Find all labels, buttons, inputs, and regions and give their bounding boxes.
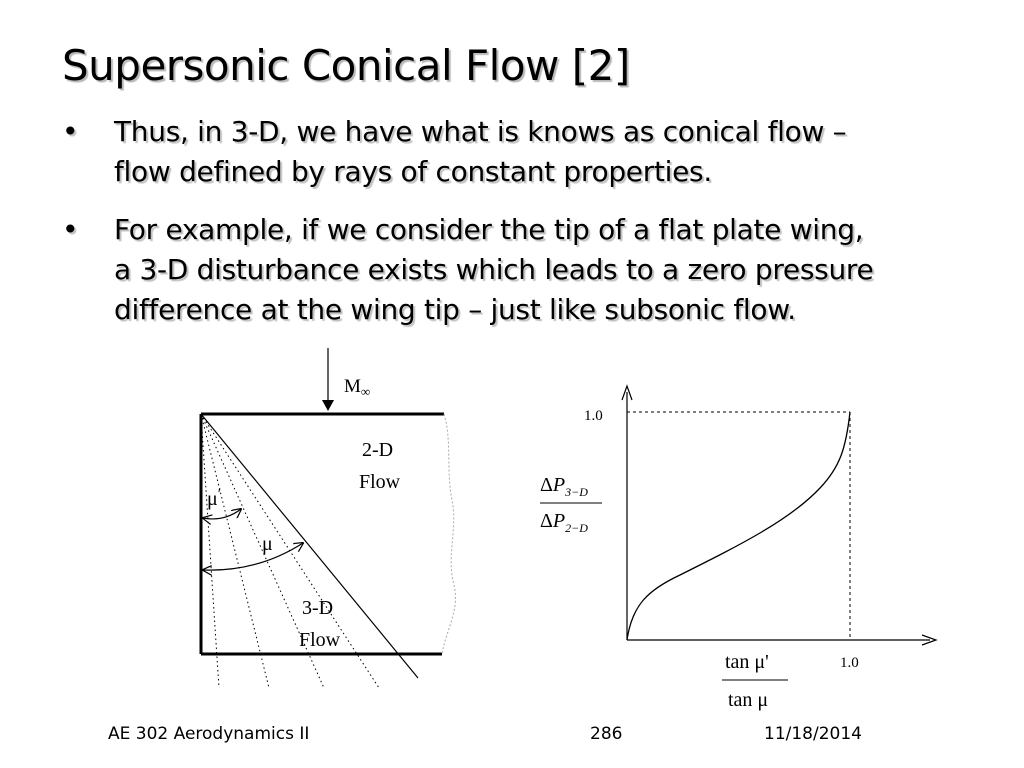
y-axis-label	[540, 474, 602, 535]
x-label-denominator: tan μ	[728, 689, 769, 711]
region-3d-line2: Flow	[299, 629, 341, 651]
pressure-ratio-curve	[627, 412, 850, 640]
region-2d-line1: 2-D	[362, 439, 394, 461]
bullet-line: Thus, in 3-D, we have what is knows as conical flow –	[114, 115, 847, 148]
mu-prime-label: μ′	[207, 486, 222, 510]
y-label-denominator: $\Delta P_{2-D}$	[540, 510, 588, 535]
region-2d-line2: Flow	[359, 471, 401, 493]
footer-date: 11/18/2014	[764, 724, 862, 744]
x-tick-label: 1.0	[840, 655, 859, 671]
bullet-line: For example, if we consider the tip of a flat plate wing,	[114, 213, 864, 246]
freestream-label: $M_\infty$	[344, 376, 371, 399]
mu-label: μ	[262, 533, 273, 555]
footer-page-number: 286	[590, 724, 623, 744]
footer-course: AE 302 Aerodynamics II	[108, 724, 310, 744]
x-axis-label	[722, 651, 788, 711]
bullet-marker: •	[62, 213, 79, 246]
region-3d-line1: 3-D	[302, 597, 334, 619]
bullet-line: flow defined by rays of constant properties.	[114, 155, 712, 188]
y-label-numerator: $\Delta P_{3-D}$	[540, 474, 588, 499]
bullet-line: difference at the wing tip – just like subsonic flow.	[114, 293, 796, 326]
bullet-line: a 3-D disturbance exists which leads to a zero pressure	[114, 253, 874, 286]
slide-title: Supersonic Conical Flow [2]	[62, 41, 630, 90]
bullet-marker: •	[62, 115, 79, 148]
y-tick-label: 1.0	[584, 408, 603, 424]
x-label-numerator: tan μ'	[725, 651, 769, 673]
